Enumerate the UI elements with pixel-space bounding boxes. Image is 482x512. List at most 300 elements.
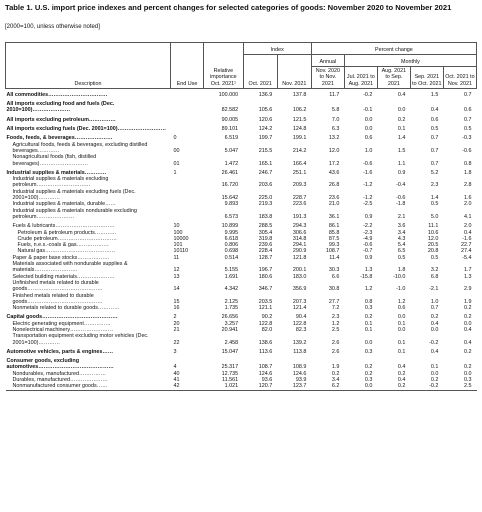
row-pct-sep-oct: 0.7 [430, 160, 439, 167]
row-index-nov: 124.8 [292, 126, 307, 133]
row-pct-sep-oct: 12.0 [427, 235, 439, 242]
row-pct-aug-sep: 1.2 [397, 298, 406, 305]
row-pct-annual: 1.9 [331, 364, 340, 371]
row-description: Durables, manufactured………………… [12, 377, 108, 384]
row-pct-annual: 43.6 [328, 169, 340, 176]
row-end-use: 12 [173, 267, 180, 274]
row-pct-jul-aug: -0.1 [363, 107, 373, 114]
row-index-oct: 183.8 [258, 213, 273, 220]
row-description: Nondurables, manufactured…………… [12, 370, 106, 377]
row-pct-annual: 5.8 [331, 107, 340, 114]
row-index-nov: 137.8 [292, 91, 307, 98]
row-index-oct: 105.6 [258, 107, 273, 114]
row-pct-aug-sep: 3.4 [397, 229, 406, 236]
row-pct-annual: 3.4 [331, 377, 340, 384]
row-pct-sep-oct: 0.7 [430, 305, 439, 312]
row-pct-jul-aug: 0.2 [364, 370, 373, 377]
row-pct-jul-aug: 0.8 [364, 298, 373, 305]
row-pct-annual: 6.3 [331, 126, 340, 133]
row-pct-sep-oct: 0.2 [430, 377, 439, 384]
row-index-nov: 113.8 [293, 348, 307, 355]
row-pct-oct-nov: 0.2 [464, 314, 472, 321]
row-pct-aug-sep: 5.4 [397, 242, 406, 249]
row-importance: 2.125 [224, 298, 239, 305]
row-description: Finished metals related to durable goods…………………………………… [12, 292, 103, 305]
row-index-oct: 90.2 [261, 314, 273, 321]
row-pct-sep-oct: 0.5 [430, 254, 439, 261]
row-pct-aug-sep: 0.0 [397, 326, 406, 333]
row-index-nov: 90.4 [295, 314, 307, 321]
row-importance: 20.941 [221, 326, 239, 333]
row-index-oct: 215.5 [258, 147, 273, 154]
row-pct-sep-oct: 0.2 [430, 314, 439, 321]
row-pct-annual: 2.6 [331, 348, 340, 355]
row-importance: 100.000 [218, 91, 239, 98]
row-pct-annual: 0.2 [331, 370, 340, 377]
row-pct-sep-oct: 20.5 [427, 242, 439, 249]
row-importance: 82.582 [221, 107, 239, 114]
row-importance: 12.735 [221, 370, 239, 377]
row-index-nov: 207.3 [292, 298, 307, 305]
row-importance: 1.735 [224, 305, 239, 312]
row-importance: 90.005 [221, 116, 239, 123]
row-end-use [171, 88, 204, 98]
row-end-use: 00 [173, 147, 180, 154]
row-pct-oct-nov: 0.4 [464, 229, 472, 236]
row-pct-oct-nov: -0.3 [462, 135, 472, 142]
row-pct-sep-oct: 0.6 [430, 116, 439, 123]
row-pct-sep-oct: 1.5 [430, 91, 439, 98]
row-importance: 5.155 [224, 267, 239, 274]
row-pct-annual: 7.2 [331, 305, 340, 312]
row-pct-aug-sep: -0.4 [396, 182, 406, 189]
row-pct-oct-nov: 22.7 [461, 242, 472, 249]
row-description: Transportation equipment excluding motor vehicles (Dec. 2001=100)………… [12, 333, 149, 346]
row-importance: 89.101 [221, 126, 239, 133]
row-end-use: 100 [173, 229, 183, 236]
row-pct-oct-nov: 0.7 [464, 91, 472, 98]
row-pct-annual: 87.5 [328, 235, 340, 242]
row-description: Natural gas………………………………… [17, 248, 116, 255]
row-index-oct: 319.8 [258, 235, 273, 242]
row-pct-oct-nov: 2.0 [464, 223, 472, 230]
row-pct-sep-oct: -0.2 [429, 339, 439, 346]
row-importance: 25.317 [221, 364, 239, 371]
row-pct-jul-aug: -0.2 [363, 91, 373, 98]
table-row [6, 189, 477, 202]
row-index-oct: 180.6 [258, 273, 273, 280]
header-index-oct: Oct. 2021 [243, 55, 277, 89]
row-end-use: 4 [173, 364, 177, 371]
row-pct-sep-oct: 0.4 [430, 320, 439, 327]
row-index-oct: 246.7 [258, 169, 273, 176]
row-description: Capital goods…………………………………… [6, 314, 118, 321]
row-pct-aug-sep: 3.6 [397, 223, 406, 230]
row-pct-oct-nov: 2.5 [464, 383, 472, 390]
row-pct-annual: 30.3 [328, 267, 340, 274]
row-pct-jul-aug: 1.0 [364, 147, 373, 154]
row-description: Industrial supplies & materials nondurable excluding petroleum………………… [12, 207, 137, 220]
row-importance: 9.995 [224, 229, 239, 236]
row-index-oct: 138.6 [258, 339, 273, 346]
row-pct-oct-nov: 4.1 [464, 213, 472, 220]
row-importance: 3.257 [224, 320, 239, 327]
row-pct-aug-sep: 0.1 [397, 126, 406, 133]
row-pct-jul-aug: -4.9 [363, 235, 373, 242]
row-description: Automotive vehicles, parts & engines…… [6, 348, 114, 355]
table-row [6, 311, 477, 320]
row-pct-oct-nov: 0.4 [464, 339, 472, 346]
row-index-nov: 166.4 [292, 160, 307, 167]
row-pct-oct-nov: 0.3 [464, 377, 472, 384]
row-index-nov: 82.3 [295, 326, 307, 333]
row-index-nov: 251.1 [292, 169, 307, 176]
row-pct-annual: 99.3 [328, 242, 340, 249]
row-pct-sep-oct: 20.8 [427, 248, 439, 255]
row-pct-oct-nov: 1.7 [464, 267, 472, 274]
row-pct-oct-nov: 0.7 [464, 116, 472, 123]
row-index-nov: 200.1 [292, 267, 307, 274]
row-index-nov: 121.5 [292, 116, 307, 123]
row-pct-aug-sep: 2.1 [397, 213, 406, 220]
row-index-nov: 294.1 [292, 242, 307, 249]
row-importance: 2.458 [224, 339, 239, 346]
row-pct-sep-oct: 0.7 [430, 135, 439, 142]
row-description: Industrial supplies & materials excluding petroleum………………………… [12, 176, 109, 189]
row-index-nov: 106.2 [292, 107, 307, 114]
row-end-use: 101 [173, 242, 183, 249]
header-period-aug-sep: Aug. 2021 to Sep. 2021 [377, 67, 410, 89]
row-pct-jul-aug: -2.5 [363, 201, 373, 208]
row-pct-oct-nov: -5.4 [462, 254, 472, 261]
row-end-use: 2 [173, 314, 177, 321]
row-pct-aug-sep: 1.1 [397, 160, 406, 167]
table-row [6, 208, 477, 221]
table-row [6, 142, 477, 155]
row-pct-aug-sep: 0.2 [397, 370, 406, 377]
row-end-use: 10000 [173, 235, 189, 242]
row-pct-sep-oct: -2.1 [429, 286, 439, 293]
row-pct-annual: 36.1 [328, 213, 340, 220]
row-description: Consumer goods, excluding automotives…………………………………… [6, 358, 114, 371]
header-index-group: Index [243, 43, 311, 55]
row-importance: 15.047 [221, 348, 239, 355]
row-pct-annual: 6.2 [331, 383, 340, 390]
row-pct-annual: 17.2 [328, 160, 340, 167]
row-importance: 9.893 [224, 201, 239, 208]
row-end-use: 21 [173, 326, 180, 333]
row-importance: 16.720 [221, 182, 239, 189]
row-importance: 0.698 [224, 248, 239, 255]
row-pct-annual: 26.8 [328, 182, 340, 189]
row-pct-oct-nov: 2.9 [464, 286, 472, 293]
row-pct-sep-oct: 5.0 [430, 213, 439, 220]
row-pct-aug-sep: 0.9 [397, 169, 406, 176]
row-pct-oct-nov: 0.0 [464, 320, 472, 327]
row-pct-sep-oct: 0.7 [430, 147, 439, 154]
row-pct-annual: 2.3 [331, 314, 340, 321]
table-row [6, 355, 477, 371]
header-end-use: End Use [171, 43, 204, 89]
row-end-use: 40 [173, 370, 180, 377]
table-row [6, 261, 477, 274]
row-end-use: 10110 [173, 248, 189, 255]
row-index-oct: 288.5 [258, 223, 273, 230]
header-period-jul-aug: Jul. 2021 to Aug. 2021 [344, 67, 377, 89]
row-pct-annual: 30.8 [328, 286, 340, 293]
header-period-oct-nov: Oct. 2021 to Nov. 2021 [443, 67, 476, 89]
row-pct-aug-sep: -0.6 [396, 195, 406, 202]
table-row [6, 280, 477, 293]
row-index-oct: 124.2 [258, 126, 273, 133]
row-pct-aug-sep: 4.3 [397, 235, 406, 242]
row-importance: 10.899 [221, 223, 239, 230]
row-index-oct: 136.9 [258, 91, 273, 98]
row-pct-annual: 7.0 [331, 116, 340, 123]
row-description: Industrial supplies & materials excluding fuels (Dec. 2001=100)………… [12, 188, 136, 202]
row-index-oct: 225.0 [258, 195, 273, 202]
row-end-use: 11 [173, 254, 180, 261]
row-pct-oct-nov: 27.4 [461, 248, 472, 255]
row-description: Materials associated with nondurable supplies & materials…………………… [12, 261, 128, 274]
row-end-use: 41 [173, 377, 180, 384]
row-pct-annual: 27.7 [328, 298, 340, 305]
row-pct-jul-aug: -0.6 [363, 160, 373, 167]
row-pct-jul-aug: 0.3 [364, 305, 373, 312]
row-pct-aug-sep: 1.5 [397, 147, 406, 154]
row-index-oct: 219.3 [258, 201, 273, 208]
row-index-nov: 209.3 [292, 182, 307, 189]
row-end-use: 0 [173, 135, 177, 142]
row-pct-sep-oct: 0.5 [430, 126, 439, 133]
row-pct-jul-aug: 0.3 [364, 377, 373, 384]
row-end-use: 1 [173, 169, 177, 176]
row-pct-oct-nov: 1.6 [464, 195, 472, 202]
row-pct-oct-nov: 1.8 [464, 169, 472, 176]
row-pct-aug-sep: 0.4 [397, 91, 406, 98]
row-description: Nonagricultural foods (fish, distilled beverages)……………………… [12, 154, 97, 167]
row-index-oct: 199.7 [258, 135, 273, 142]
row-pct-jul-aug: -1.2 [363, 182, 373, 189]
row-pct-jul-aug: 0.6 [364, 135, 373, 142]
row-end-use [171, 208, 204, 221]
row-pct-sep-oct: 0.4 [430, 107, 439, 114]
row-pct-aug-sep: 0.1 [397, 348, 406, 355]
row-pct-sep-oct: -0.2 [429, 383, 439, 390]
row-pct-aug-sep: 0.5 [397, 254, 406, 261]
row-pct-aug-sep: 0.6 [397, 305, 406, 312]
row-pct-jul-aug: 0.0 [364, 383, 373, 390]
row-index-nov: 191.3 [292, 213, 307, 220]
row-pct-sep-oct: 1.4 [430, 195, 439, 202]
row-end-use: 15 [173, 298, 180, 305]
row-description: Foods, feeds, & beverages………………… [6, 135, 113, 142]
table-row [6, 154, 477, 167]
row-index-oct: 128.7 [258, 254, 273, 261]
row-description: Petroleum & petroleum products………… [17, 229, 117, 236]
row-pct-sep-oct: 10.6 [427, 229, 439, 236]
row-description: All imports excluding petroleum…………… [6, 116, 116, 123]
row-pct-jul-aug: 0.2 [364, 314, 373, 321]
table-row [6, 167, 477, 176]
row-pct-aug-sep: -10.0 [393, 273, 406, 280]
row-importance: 5.047 [224, 147, 239, 154]
table-row [6, 88, 477, 98]
row-index-nov: 356.9 [292, 286, 307, 293]
row-pct-aug-sep: -1.0 [396, 286, 406, 293]
row-pct-sep-oct: 5.2 [430, 169, 439, 176]
row-index-oct: 228.4 [258, 248, 273, 255]
row-pct-jul-aug: -0.7 [363, 248, 373, 255]
header-importance: Relative importance Oct. 2021¹ [204, 43, 244, 89]
row-importance: 1.021 [224, 383, 239, 390]
row-description: Electric generating equipment…………… [12, 320, 111, 327]
row-importance: 0.514 [224, 254, 239, 261]
row-pct-jul-aug: 0.9 [364, 254, 373, 261]
row-pct-annual: 2.5 [331, 326, 340, 333]
row-pct-oct-nov: 0.5 [464, 126, 472, 133]
row-pct-aug-sep: 0.0 [397, 107, 406, 114]
row-description: Nonmetals related to durable goods………… [12, 305, 120, 312]
row-description: Fuels, n.e.s.-coals & gas……………… [17, 242, 109, 249]
header-annual: Annual [311, 55, 344, 67]
row-index-nov: 314.8 [292, 235, 307, 242]
header-period-annual: Nov. 2020 to Nov. 2021 [311, 67, 344, 89]
row-pct-oct-nov: -0.6 [462, 147, 472, 154]
row-pct-oct-nov: 2.8 [464, 182, 472, 189]
row-index-nov: 122.8 [292, 320, 307, 327]
row-end-use [171, 114, 204, 123]
row-pct-aug-sep: 0.4 [397, 364, 406, 371]
row-description: All imports excluding food and fuels (Dec. 2010=100)………………… [6, 101, 115, 114]
row-index-nov: 223.6 [292, 201, 307, 208]
row-index-oct: 93.6 [261, 377, 273, 384]
row-pct-annual: 23.6 [328, 195, 340, 202]
row-end-use [171, 176, 204, 189]
table-row [6, 132, 477, 141]
row-index-oct: 346.7 [258, 286, 273, 293]
row-index-oct: 196.7 [258, 267, 273, 274]
row-pct-jul-aug: 0.3 [364, 348, 373, 355]
row-pct-aug-sep: 0.0 [397, 314, 406, 321]
row-pct-jul-aug: 0.1 [364, 320, 373, 327]
row-pct-jul-aug: -0.6 [363, 242, 373, 249]
row-description: Nonelectrical machinery…………………… [12, 326, 114, 333]
row-pct-jul-aug: -2.3 [363, 229, 373, 236]
table-row [6, 123, 477, 132]
row-pct-annual: 2.6 [331, 339, 340, 346]
row-pct-sep-oct: 2.3 [430, 182, 439, 189]
row-pct-jul-aug: -1.2 [363, 195, 373, 202]
row-index-nov: 123.7 [292, 383, 307, 390]
row-importance: 6.618 [224, 235, 239, 242]
row-pct-sep-oct: 0.5 [430, 201, 439, 208]
row-pct-oct-nov: 1.3 [464, 273, 472, 280]
row-pct-aug-sep: 0.2 [397, 383, 406, 390]
row-pct-aug-sep: 1.4 [397, 135, 406, 142]
row-pct-jul-aug: 0.9 [364, 213, 373, 220]
row-pct-annual: 108.7 [325, 248, 340, 255]
row-pct-annual: 11.4 [329, 254, 340, 261]
row-index-oct: 305.4 [258, 229, 273, 236]
row-pct-annual: 1.2 [331, 320, 340, 327]
row-pct-sep-oct: 0.0 [430, 326, 439, 333]
row-pct-aug-sep: 0.2 [397, 116, 406, 123]
row-end-use: 01 [173, 160, 180, 167]
row-index-oct: 113.6 [259, 348, 273, 355]
row-description: Unfinished metals related to durable goods…………………………………… [12, 279, 103, 293]
table-body [6, 88, 477, 390]
row-pct-jul-aug: 0.0 [364, 339, 373, 346]
row-index-oct: 82.0 [261, 326, 273, 333]
row-importance: 11.561 [222, 377, 239, 384]
row-end-use: 14 [173, 286, 180, 293]
row-index-oct: 124.6 [258, 370, 273, 377]
table-row [6, 383, 477, 390]
row-index-nov: 290.9 [292, 248, 307, 255]
row-importance: 6.573 [224, 213, 239, 220]
row-pct-oct-nov: 0.8 [464, 160, 472, 167]
row-description: Selected building materials………………… [12, 273, 115, 280]
header-description: Description [6, 43, 171, 89]
row-end-use: 20 [173, 320, 180, 327]
row-end-use [171, 98, 204, 114]
row-description: Agricultural foods, feeds & beverages, excluding distilled beverages………… [12, 141, 148, 154]
row-index-nov: 139.2 [292, 339, 307, 346]
row-pct-annual: 21.0 [328, 201, 340, 208]
row-pct-sep-oct: 3.2 [430, 267, 439, 274]
row-pct-sep-oct: 6.8 [430, 273, 439, 280]
row-pct-sep-oct: 1.0 [430, 298, 439, 305]
row-pct-jul-aug: 0.0 [364, 116, 373, 123]
row-end-use: 10 [173, 223, 180, 230]
row-pct-jul-aug: -2.2 [363, 223, 373, 230]
row-index-nov: 124.6 [292, 370, 307, 377]
row-pct-annual: 11.7 [329, 91, 340, 98]
row-importance: 15.642 [221, 195, 239, 202]
row-pct-oct-nov: 0.4 [464, 326, 472, 333]
row-index-oct: 122.8 [258, 320, 273, 327]
row-index-nov: 199.1 [292, 135, 307, 142]
row-index-nov: 294.3 [292, 223, 307, 230]
row-importance: 1.472 [224, 160, 239, 167]
row-end-use [171, 123, 204, 132]
row-index-oct: 120.7 [258, 383, 273, 390]
row-pct-jul-aug: 1.2 [364, 286, 373, 293]
row-pct-aug-sep: 0.4 [397, 377, 406, 384]
row-description: All imports excluding fuels (Dec. 2001=100)……………………… [6, 126, 167, 133]
row-description: Industrial supplies & materials, durable…… [12, 201, 116, 208]
row-pct-oct-nov: 2.0 [464, 201, 472, 208]
table-row [6, 176, 477, 189]
row-index-oct: 121.1 [258, 305, 273, 312]
row-index-nov: 108.9 [292, 364, 307, 371]
table-row [6, 114, 477, 123]
row-pct-aug-sep: 6.5 [397, 248, 406, 255]
row-pct-aug-sep: 0.1 [397, 320, 406, 327]
row-index-oct: 203.5 [258, 298, 273, 305]
import-price-table [5, 42, 477, 391]
row-importance: 6.519 [224, 135, 239, 142]
row-importance: 26.461 [221, 169, 239, 176]
row-index-oct: 239.6 [258, 242, 273, 249]
row-end-use: 42 [173, 383, 180, 390]
row-pct-oct-nov: 1.9 [464, 298, 472, 305]
row-pct-jul-aug: 0.2 [364, 364, 373, 371]
table-row [6, 293, 477, 306]
row-importance: 0.806 [224, 242, 239, 249]
row-index-oct: 165.1 [258, 160, 273, 167]
